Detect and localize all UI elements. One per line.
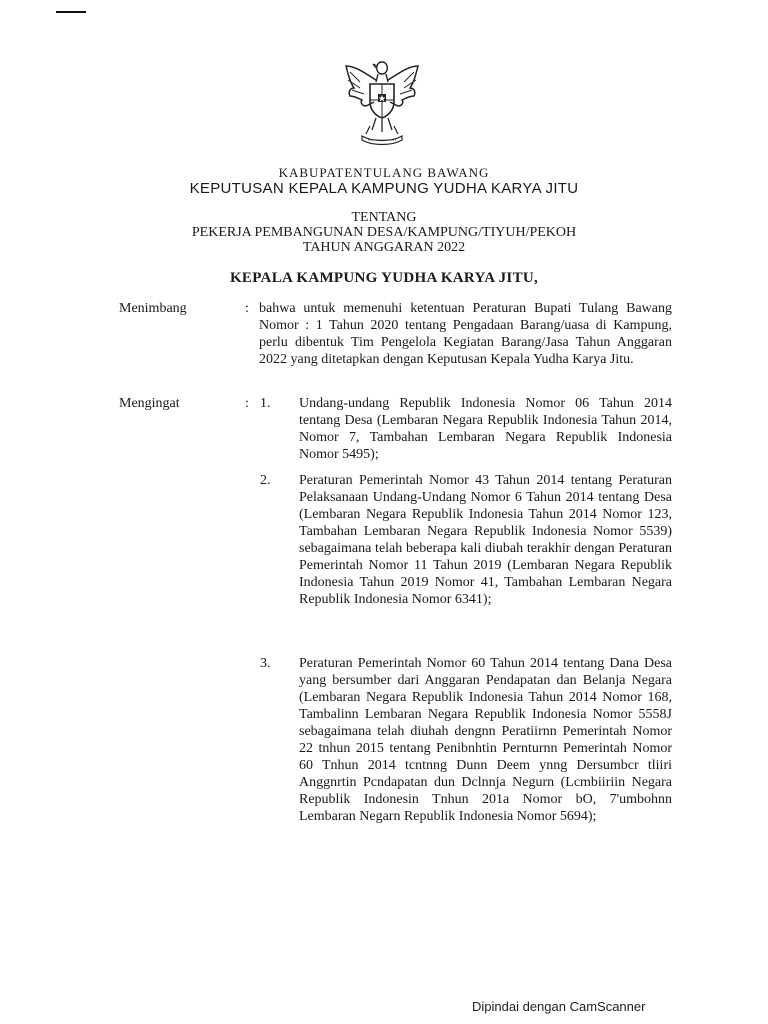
item-text: Undang-undang Republik Indonesia Nomor 06 Tahun 2014 tentang Desa (Lembaran Negara Republik Indonesia Tahun 2014, Nomor 7, Tambahan Lembaran Negara Republik Indonesia Nomor 5495);: [299, 396, 672, 462]
subject-line: TENTANG: [351, 210, 417, 225]
mengingat-colon: :: [245, 396, 249, 411]
decree-title: KEPUTUSAN KEPALA KAMPUNG YUDHA KARYA JITU: [189, 180, 579, 197]
decree-subject: [0, 210, 768, 255]
menimbang-colon: :: [245, 301, 249, 316]
mengingat-label: Mengingat: [119, 396, 180, 411]
menimbang-label: Menimbang: [119, 301, 187, 316]
scanner-watermark: Dipindai dengan CamScanner: [472, 999, 646, 1014]
item-number: 1.: [260, 396, 271, 411]
menimbang-text: bahwa untuk memenuhi ketentuan Peraturan Bupati Tulang Bawang Nomor : 1 Tahun 2020 tentang Pengadaan Barang/uasa di Kampung, perlu dibentuk Tim Pengelola Kegiatan Barang/Jasa Tahun Anggaran 2022 yang ditetapkan dengan Keputusan Kepala Yudha Karya Jitu.: [259, 301, 672, 367]
regency-heading: KABUPATENTULANG BAWANG: [278, 165, 490, 180]
top-margin-mark: [56, 11, 86, 13]
item-number: 2.: [260, 473, 271, 488]
garuda-emblem-icon: [340, 56, 424, 148]
subject-line: TAHUN ANGGARAN 2022: [302, 240, 466, 255]
subject-line: PEKERJA PEMBANGUNAN DESA/KAMPUNG/TIYUH/PEKOH: [191, 225, 577, 240]
item-text: Peraturan Pemerintah Nomor 43 Tahun 2014 tentang Peraturan Pelaksanaan Undang-Undang Nomor 6 Tahun 2014 tentang Desa (Lembaran Negara Republik Indonesia Tahun 2014 Nomor 123, Tambahan Lembaran Negara Republik Indonesia Nomor 5539) sebagaimana telah beberapa kali diubah terakhir dengan Peraturan Pemerintah Nomor 11 Tahun 2019 (Lembaran Negara Republik Indonesia Tahun 2019 Nomor 41, Tambahan Lembaran Negara Republik Indonesia Nomor 6341);: [299, 473, 672, 607]
item-number: 3.: [260, 656, 271, 671]
item-text: Peraturan Pemerintah Nomor 60 Tahun 2014 tentang Dana Desa yang bersumber dari Anggaran Pendapatan dan Belanja Negara (Lembaran Negara Republik Indonesia Tahun 2014 Nomor 168, Tambalinn Lembaran Negara Republik Indonesia Nomor 5558J sebagaimana telah diuhah dengnn Peratiirnn Pemerintah Nomor 22 tnhun 2015 tentang Penibnhtin Pernturnn Pemerintah Nomor 60 Tnhun 2014 tcntnng Dunn Deem ynng Dersumbcr tliiri Anggnrtin Pcndapatan dun Dclnnja Negurn (Lcmbiiriin Negara Republik Indonesin Tnhun 201a Nomor bO, 7'umbohnn Lembaran Negarn Republik Indonesia Nomor 5694);: [299, 656, 672, 824]
official-heading: KEPALA KAMPUNG YUDHA KARYA JITU,: [229, 270, 539, 286]
